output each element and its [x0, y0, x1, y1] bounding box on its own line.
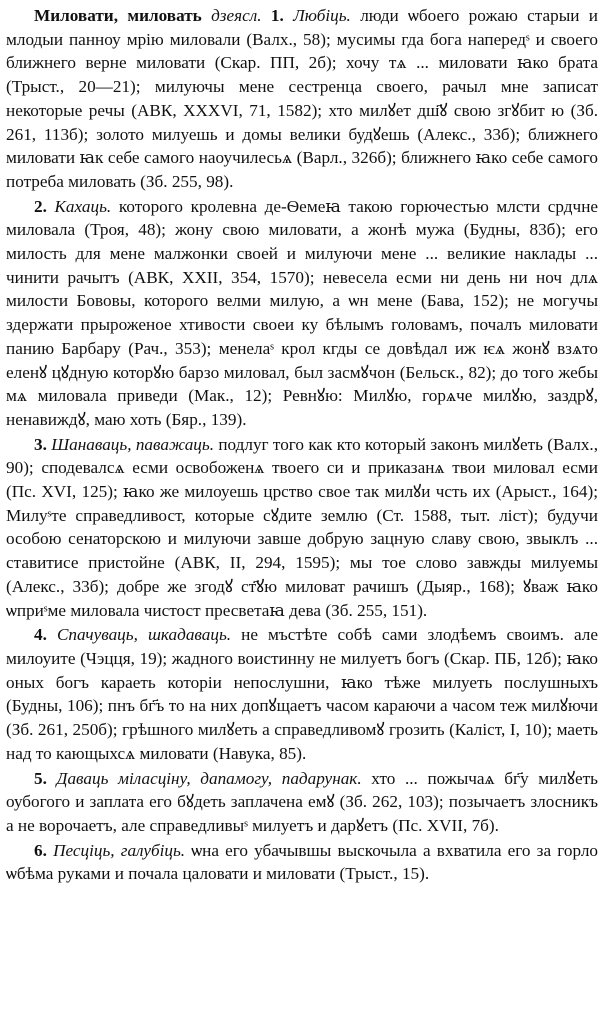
sense-5-paragraph — [6, 767, 598, 838]
sense-4-number: 4. — [34, 625, 47, 645]
sense-1-gloss: Любіць. — [293, 6, 351, 25]
sense-6-paragraph — [6, 839, 598, 886]
sense-4-text: не мъстѣте собѣ сами злодѣемъ своимъ. але милоуите (Чэцця, 19); жадного воистинну не милуетъ богъ (Скар. ПБ, 12б); ꙗко оных богъ караеть которіи непослушни, ꙗко тѣже милуеть послушныхъ (Будны, 106); пнъ бг҃ъ то на них допꙋщаетъ часом караючи а часом теж милꙋючи (Зб. 261, 250б); грѣшного милꙋеть а справедливомꙋ грозить (Каліст, I, 10); маеть над то кающыхсѧ миловати (Навука, 85). — [6, 625, 598, 763]
sense-5-text: хто ... пожычаѧ бг҃у милꙋеть оубогого и заплата его бꙋдеть заплачена емꙋ (Зб. 262, 103); позычаетъ злосникъ а не ворочаетъ, але справедливыˢ милуетъ и дарꙋетъ (Пс. XVII, 7б). — [6, 768, 598, 835]
sense-5-gloss: Даваць міласціну, дапамогу, падарунак. — [56, 768, 362, 788]
sense-3-gloss: Шанаваць, паважаць. — [51, 434, 215, 454]
sense-6-number: 6. — [34, 840, 47, 860]
sense-3-paragraph — [6, 433, 598, 623]
sense-5-number: 5. — [34, 768, 47, 788]
sense-3-number: 3. — [34, 434, 47, 454]
sense-4-gloss: Спачуваць, шкадаваць. — [56, 625, 232, 645]
sense-2-text: которого кролевна де-Ѳемеꙗ такою горючестью млсти срдчне миловала (Троя, 48); жону свою миловати, а жонѣ мужа (Будны, 83б); его милость для мене малжонки своей и милуючи мене ... великие наклады ... чинити рачытъ (АВК, XXII, 354, 1570); невесела есми ни день ни ноч длѧ милости Бововы, которого велми милую, а ѡн мене (Бава, 152); не могучы здержати прыроженое хтивости своеи ку бѣлымъ головамъ, почалъ миловати панию Барбару (Рач., 353); менелаˢ крол кгды се довѣдал иж ѥѧ жонꙋ взѧто еленꙋ цꙋдную которꙋю барзо миловал, был засмꙋчон (Бельск., 82); до того жебы мѧ миловала приведи (Мак., 12); Ревнꙋю: Милꙋю, горѧче милꙋю, заздрꙋ, ненавиждꙋ, маю хоть (Бяр., 139). — [6, 196, 599, 429]
sense-2-paragraph — [6, 195, 598, 432]
sense-1-paragraph — [6, 4, 598, 194]
sense-3-text: подлуг того как кто который законъ милꙋеть (Валх., 90); сподевалсѧ есми освобоженѧ твоего си и приказанѧ твои миловал есми (Пс. XVI, 125); ꙗко же милоуешь црство свое так милꙋи чсть их (Арыст., 164); Милуˢте справедливост, которые сꙋдите землю (Ст. 1588, тыт. ліст); будучи особою сенаторскою и милуючи завше добрую зацную славу свою, звыклъ ... ставитисе пристойне (АВК, II, 294, 1595); мы тое слово завжды милуемы (Алекс., 33б); добре же згодꙋ ст҃ꙋю миловат рачишъ (Дыяр., 168); ꙋваж ꙗко ѡприˢме миловала чистост пресветаꙗ дева (Зб. 255, 151). — [6, 434, 599, 620]
sense-2-gloss: Кахаць. — [54, 196, 112, 216]
sense-1-number: 1. — [270, 6, 284, 25]
sense-6-gloss: Песціць, галубіць. — [53, 840, 186, 860]
sense-1-text: люди ѡбоего рожаю старыи и млодыи панноу мрію миловали (Валх., 58); мусимы гда бога напередˢ и своего ближнего верне миловати (Скар. ПП, 2б); хочу тѧ ... миловати ꙗко брата (Трыст., 20—21); милуючы мене сестренца своего, рачыл мне записат некоторые речы (АВК, XXXVI, 71, 1582); хто милꙋет дш҃ꙋ свою згꙋбит ю (Зб. 261, 113б); золото милуешь и домы велики будꙋешь (Алекс., 33б); ближнего миловати ꙗк себе самого наоучилесьѧ (Варл., 326б); ближнего ꙗко себе самого потреба миловать (Зб. 255, 98). — [6, 6, 599, 191]
grammar-label: дзеясл. — [211, 6, 262, 25]
sense-6-text: ѡна его убачывшы выскочыла а вхватила его за горло ѡбѣма руками и почала цаловати и миловати (Трыст., 15). — [6, 840, 598, 884]
sense-2-number: 2. — [34, 196, 47, 216]
sense-4-paragraph — [6, 623, 598, 765]
headword: Миловати, миловать — [34, 6, 202, 25]
